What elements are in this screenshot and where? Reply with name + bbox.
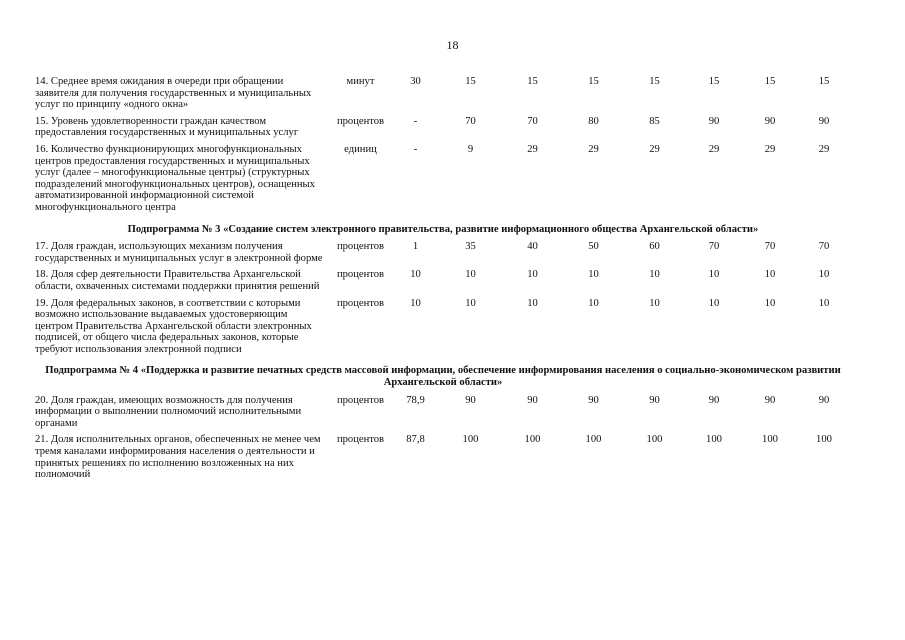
indicator-value: 100 [706,434,722,446]
indicator-name: 18. Доля сфер деятельности Правительства Архангельской области, охваченных системами поддержки принятия решений [35,269,320,292]
indicator-name: 16. Количество функционирующих многофункциональных центров предоставления государственных и муниципальных услуг (далее – многофункциональные центры) (структурных подразделений многофункциональных центров), оснащенных автоматизированной информационной системой многофункционального центра [35,143,315,213]
table-body [35,76,851,486]
indicator-value: 90 [818,115,830,127]
indicator-value: 10 [465,297,476,309]
indicator-value: 90 [764,115,776,127]
table-row [35,144,851,219]
indicator-value: 29 [649,143,660,155]
indicator-value: 10 [527,297,538,309]
indicator-value: 100 [646,434,663,446]
table-row [35,269,851,297]
indicator-value: 29 [764,143,776,155]
subprogram-heading: Подпрограмма № 4 «Поддержка и развитие печатных средств массовой информации, обеспечение информирования населения о социально-экономическом развитии Архангельской области» [45,365,841,389]
table-row [35,434,851,485]
indicator-value: 60 [649,241,660,253]
indicator-value: 15 [818,76,830,87]
indicator-unit: процентов [336,269,385,281]
indicator-value: 30 [410,76,421,87]
indicator-value: 29 [588,143,599,155]
indicator-value: 90 [465,394,476,406]
indicator-unit: процентов [336,297,385,309]
indicator-value: 15 [764,76,776,87]
indicator-name: 14. Среднее время ожидания в очереди при обращении заявителя для получения государственных и муниципальных услуг по принципу «одного окна» [35,76,312,111]
indicator-value: 90 [649,394,660,406]
indicator-value: 70 [465,115,476,127]
indicator-value: 10 [764,297,776,309]
indicator-name: 21. Доля исполнительных органов, обеспеченных не менее чем тремя каналами информирования населения о деятельности и принятых решениях по исполнению возложенных на них полномочий [35,434,321,481]
indicator-value: 15 [527,76,538,87]
indicator-value: 100 [816,434,832,446]
indicator-value: 85 [649,115,660,127]
indicator-unit: минут [346,76,375,87]
indicator-value: 40 [527,241,538,253]
indicator-value: 90 [764,394,776,406]
indicator-name: 15. Уровень удовлетворенности граждан качеством предоставления государственных и муниципальных услуг [35,115,299,139]
indicator-name: 17. Доля граждан, использующих механизм получения государственных и муниципальных услуг в электронной форме [35,241,323,264]
indicator-value: 15 [588,76,599,87]
indicator-value: 90 [708,394,720,406]
indicator-value: 70 [764,241,776,253]
indicator-value: 90 [818,394,830,406]
indicator-value: 70 [527,115,538,127]
indicator-value: - [413,115,418,127]
indicator-value: 10 [708,297,720,309]
indicator-value: 10 [764,269,776,281]
indicator-unit: единиц [344,143,377,155]
indicator-value: 9 [467,143,474,155]
indicator-value: 10 [588,269,599,281]
indicator-value: 10 [527,269,538,281]
indicator-unit: процентов [336,241,385,253]
page-number: 18 [446,38,459,52]
indicator-value: 50 [588,241,599,253]
table-row [35,395,851,435]
indicators-table [35,76,851,486]
indicator-value: 70 [708,241,720,253]
indicator-value: 10 [410,297,421,309]
indicator-value: 90 [527,394,538,406]
indicator-name: 19. Доля федеральных законов, в соответствии с которыми возможно использование выдаваемых удостоверяющим центром Правительства Архангельской области электронных подписей, от общего числа федеральных законов, которые требуют использования электронной подписи [35,297,312,355]
table-row [35,116,851,144]
table-row [35,298,851,361]
subprogram-heading-row [35,219,851,242]
indicator-value: 90 [588,394,599,406]
indicator-value: 100 [462,434,479,446]
indicator-value: 10 [410,269,421,281]
indicator-value: 10 [649,269,660,281]
indicator-value: 78,9 [406,394,425,406]
indicator-unit: процентов [336,394,385,406]
indicator-value: 15 [465,76,476,87]
indicator-unit: процентов [336,434,385,446]
indicator-value: 35 [465,241,476,253]
indicator-value: 29 [527,143,538,155]
indicator-value: 10 [818,297,830,309]
indicator-value: 10 [465,269,476,281]
indicator-value: 1 [412,241,419,253]
subprogram-heading-row [35,360,851,394]
table-row [35,241,851,269]
indicator-value: 15 [708,76,720,87]
indicator-value: 10 [649,297,660,309]
indicator-value: 87,8 [406,434,425,446]
indicator-value: - [413,143,418,155]
subprogram-heading: Подпрограмма № 3 «Создание систем электронного правительства, развитие информационного общества Архангельской области» [127,223,759,235]
indicator-value: 15 [649,76,660,87]
indicator-name: 20. Доля граждан, имеющих возможность для получения информации о выполнении полномочий исполнительными органами [35,394,302,429]
indicator-value: 100 [524,434,541,446]
indicator-value: 10 [588,297,599,309]
indicator-value: 10 [708,269,720,281]
indicator-value: 10 [818,269,830,281]
indicator-unit: процентов [336,115,385,127]
indicator-value: 70 [818,241,830,253]
indicator-value: 29 [708,143,720,155]
indicator-value: 29 [818,143,830,155]
indicator-value: 100 [762,434,778,446]
indicator-value: 100 [585,434,602,446]
table-row [35,76,851,116]
indicator-value: 90 [708,115,720,127]
indicator-value: 80 [588,115,599,127]
